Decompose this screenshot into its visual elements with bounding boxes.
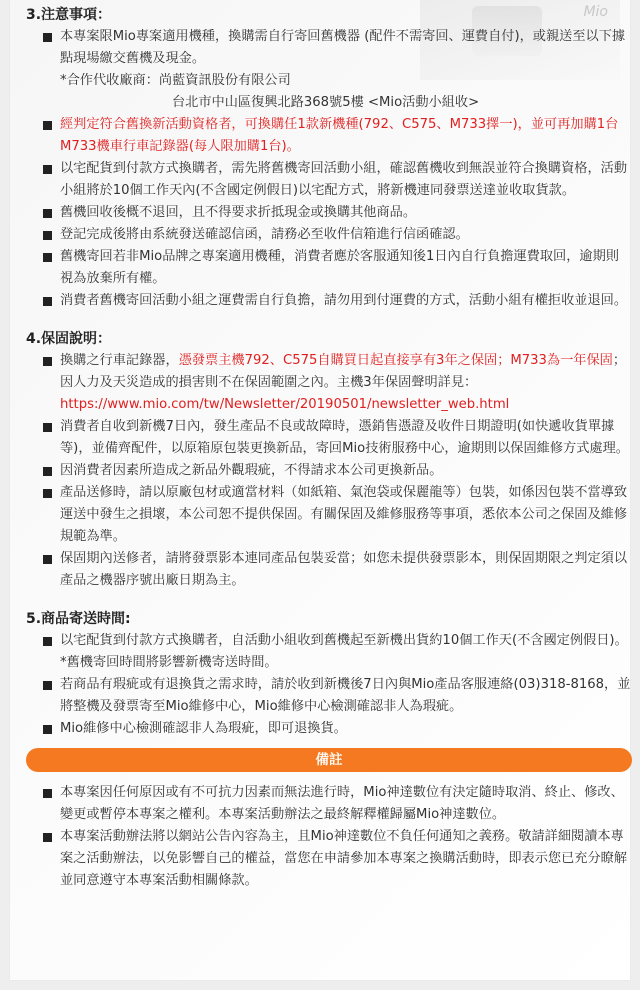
list-item: 若商品有瑕疵或有退換貨之需求時，請於收到新機後7日內與Mio產品客服連絡(03)318-8168，並將整機及發票寄至Mio維修中心，Mio維修中心檢測確認非人為瑕疵。 [26, 674, 632, 718]
bullet-icon [43, 231, 52, 240]
terms-content [26, 4, 632, 892]
bullet-icon [43, 467, 52, 476]
bullet-icon [43, 681, 52, 690]
bullet-icon [43, 357, 52, 366]
bullet-icon [43, 209, 52, 218]
bullet-icon [43, 253, 52, 262]
section-3-list [26, 26, 632, 312]
bullet-icon [43, 789, 52, 798]
bullet-icon [43, 555, 52, 564]
list-item: 以宅配貨到付款方式換購者，需先將舊機寄回活動小組，確認舊機收到無誤並符合換購資格，活動小組將於10個工作天內(不含國定例假日)以宅配方式，將新機連同發票送達並收取貨款。 [26, 158, 632, 202]
page-panel [10, 0, 630, 980]
list-item: 舊機寄回若非Mio品牌之專案適用機種，消費者應於客服通知後1日內自行負擔運費取回，逾期則視為放棄所有權。 [26, 246, 632, 290]
section-5-list [26, 630, 632, 740]
section-4-list [26, 350, 632, 592]
list-item: 本專案因任何原因或有不可抗力因素而無法進行時，Mio神達數位有決定隨時取消、終止、修改、變更或暫停本專案之權利。本專案活動辦法之最終解釋權歸屬Mio神達數位。 [26, 782, 632, 826]
section-5-title: 5.商品寄送時間: [26, 611, 131, 627]
list-item: 舊機回收後概不退回，且不得要求折抵現金或換購其他商品。 [26, 202, 632, 224]
list-item: 本專案限Mio專案適用機種，換購需自行寄回舊機器 (配件不需寄回、運費自付)，或親送至以下據點現場繳交舊機及現金。 *合作代收廠商：尚藍資訊股份有限公司 台北市中山區復興北路368號5樓 <Mio活動小組收> [26, 26, 632, 114]
bullet-icon [43, 165, 52, 174]
list-item: 以宅配貨到付款方式換購者，自活動小組收到舊機起至新機出貨約10個工作天(不含國定例假日)。*舊機寄回時間將影響新機寄送時間。 [26, 630, 632, 674]
list-item: 換購之行車記錄器，憑發票主機792、C575自購買日起直接享有3年之保固；M733為一年保固；因人力及天災造成的損害則不在保固範圍之內。主機3年保固聲明詳見： https://www.mio.com/tw/Newsletter/20190501/newsletter_web.html [26, 350, 632, 416]
warranty-link[interactable]: https://www.mio.com/tw/Newsletter/20190501/newsletter_web.html [60, 397, 510, 412]
list-item: 保固期內送修者，請將發票影本連同產品包裝妥當；如您未提供發票影本，則保固期限之判定須以產品之機器序號出廠日期為主。 [26, 548, 632, 592]
bullet-icon [43, 297, 52, 306]
bullet-icon [43, 33, 52, 42]
bullet-icon [43, 423, 52, 432]
list-item: 經判定符合舊換新活動資格者，可換購任1款新機種(792、C575、M733擇一)，並可再加購1台M733機車行車記錄器(每人限加購1台)。 [26, 114, 632, 158]
mio-watermark-logo: Mio [583, 4, 608, 20]
list-item: 消費者舊機寄回活動小組之運費需自行負擔，請勿用到付運費的方式，活動小組有權拒收並退回。 [26, 290, 632, 312]
list-item: 產品送修時，請以原廠包材或適當材料（如紙箱、氣泡袋或保麗龍等）包裝，如係因包裝不當導致運送中發生之損壞，本公司恕不提供保固。有關保固及維修服務等事項，悉依本公司之保固及維修規範為準。 [26, 482, 632, 548]
remarks-header-bar: 備註 [26, 748, 632, 772]
bullet-icon [43, 833, 52, 842]
partner-address: 台北市中山區復興北路368號5樓 <Mio活動小組收> [172, 95, 480, 110]
bullet-icon [43, 121, 52, 130]
bullet-icon [43, 725, 52, 734]
section-4-title: 4.保固說明： [26, 331, 112, 347]
list-item: 消費者自收到新機7日內，發生產品不良或故障時，憑銷售憑證及收件日期證明(如快遞收貨單據等)，並備齊配件，以原箱原包裝更換新品，寄回Mio技術服務中心，逾期則以保固維修方式處理。 [26, 416, 632, 460]
remarks-list [26, 782, 632, 892]
list-item: 因消費者因素所造成之新品外觀瑕疵，不得請求本公司更換新品。 [26, 460, 632, 482]
list-item: Mio維修中心檢測確認非人為瑕疵，即可退換貨。 [26, 718, 632, 740]
bullet-icon [43, 637, 52, 646]
partner-info: *合作代收廠商：尚藍資訊股份有限公司 [60, 73, 291, 88]
section-3-title: 3.注意事項： [26, 7, 112, 23]
bullet-icon [43, 489, 52, 498]
list-item: 登記完成後將由系統發送確認信函，請務必至收件信箱進行信函確認。 [26, 224, 632, 246]
list-item: 本專案活動辦法將以網站公告內容為主，且Mio神達數位不負任何通知之義務。敬請詳細閱讀本專案之活動辦法，以免影響自己的權益，當您在申請參加本專案之換購活動時，即表示您已充分瞭解並同意遵守本專案活動相關條款。 [26, 826, 632, 892]
